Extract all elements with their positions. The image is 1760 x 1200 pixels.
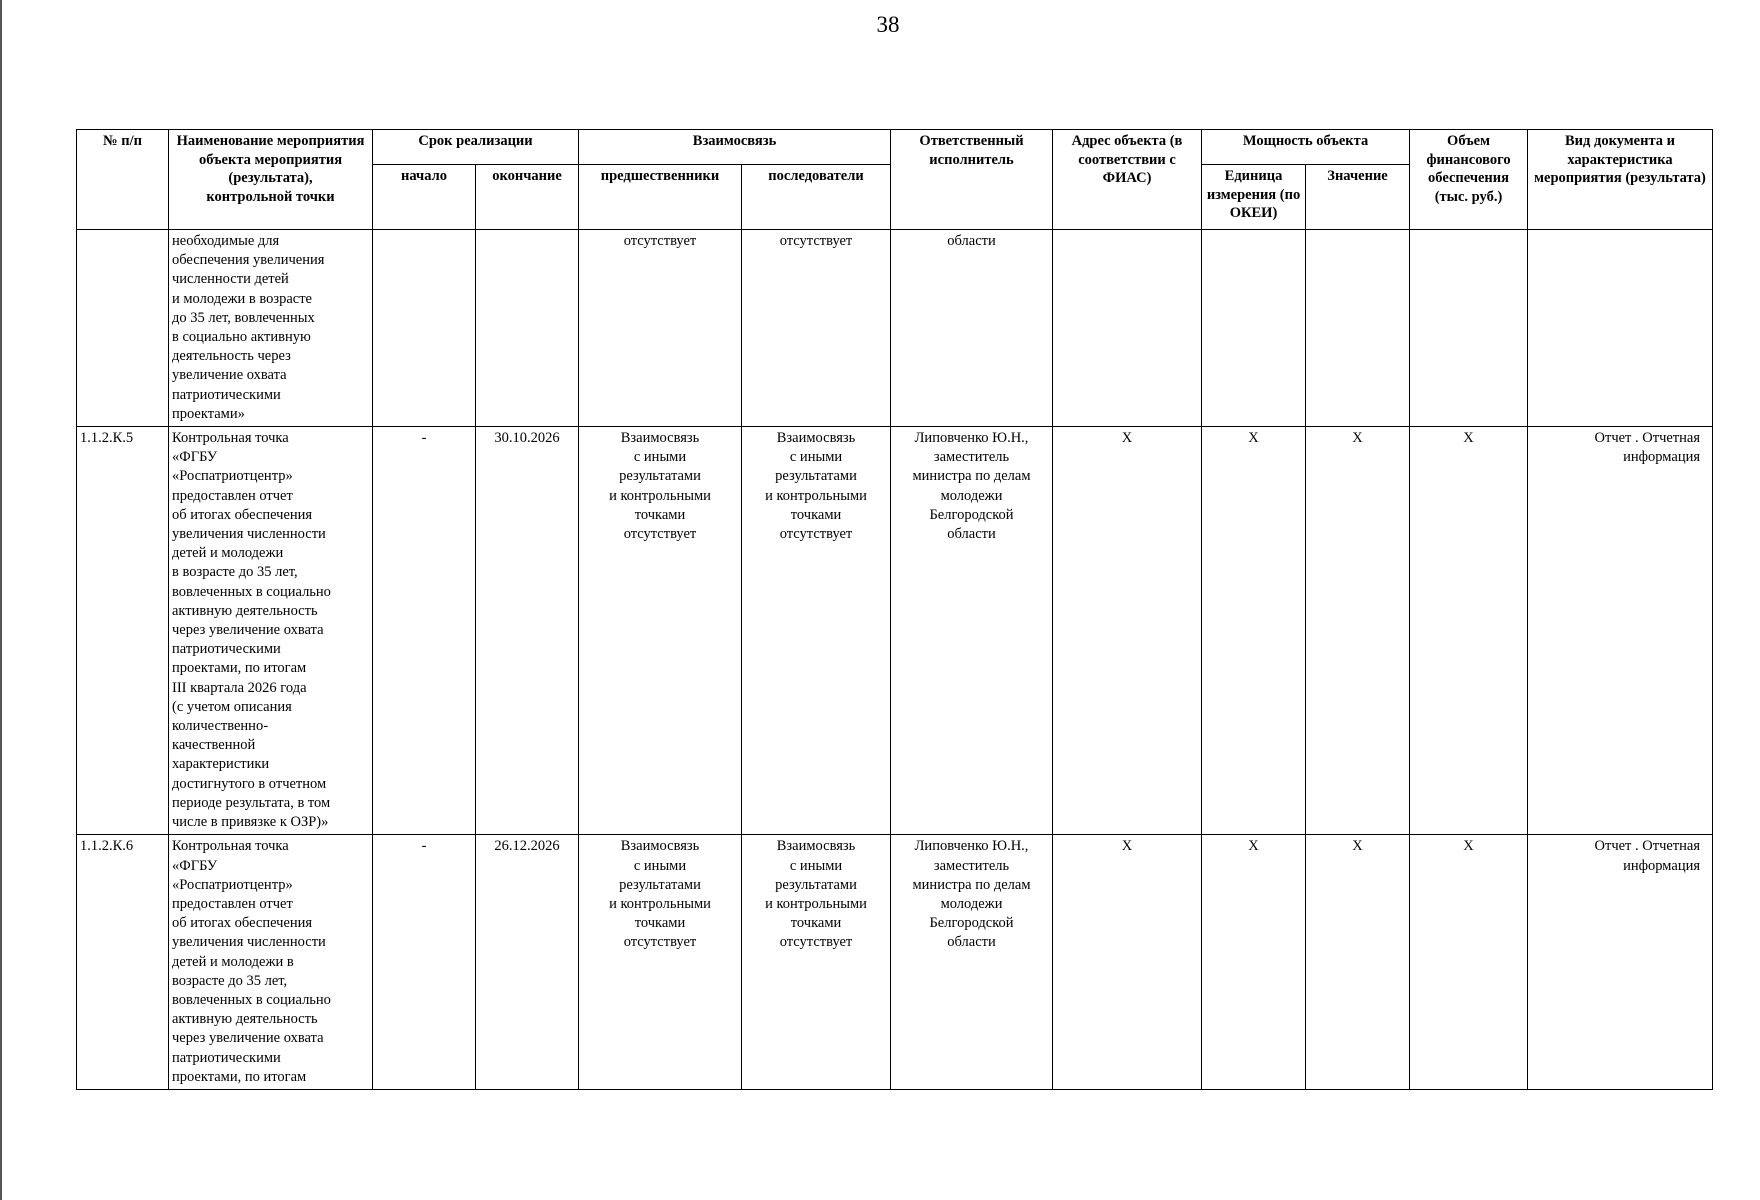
cell-address: X: [1053, 427, 1202, 835]
header-term-end: окончание: [476, 165, 579, 230]
cell-unit: [1202, 230, 1306, 427]
cell-end: 30.10.2026: [476, 427, 579, 835]
cell-document: Отчет . Отчетная информация: [1528, 427, 1713, 835]
table-row: [77, 230, 1713, 427]
cell-name: Контрольная точка «ФГБУ «Роспатриотцентр» предоставлен отчет об итогах обеспечения увеличения численности детей и молодежи в возрасте до 35 лет, вовлеченных в социально активную деятельность через увеличение охвата патриотическими проектами, по итогам III квартала 2026 года (с учетом описания количественно- качественной характеристики достигнутого в отчетном периоде результата, в том числе в привязке к ОЗР)»: [169, 427, 373, 835]
header-link-prev: предшественники: [579, 165, 742, 230]
cell-value: [1306, 230, 1410, 427]
page-number: 38: [876, 12, 900, 37]
header-responsible: Ответственный исполнитель: [891, 130, 1053, 230]
header-address: Адрес объекта (в соответствии с ФИАС): [1053, 130, 1202, 230]
plan-table: [76, 129, 1713, 1090]
cell-responsible: области: [891, 230, 1053, 427]
cell-document: [1528, 230, 1713, 427]
cell-unit: X: [1202, 427, 1306, 835]
cell-unit: X: [1202, 835, 1306, 1090]
cell-address: [1053, 230, 1202, 427]
cell-next: отсутствует: [742, 230, 891, 427]
header-document: Вид документа и характеристика мероприятия (результата): [1528, 130, 1713, 230]
cell-finance: [1410, 230, 1528, 427]
cell-finance: X: [1410, 835, 1528, 1090]
cell-end: [476, 230, 579, 427]
table-row: [77, 835, 1713, 1090]
header-term: Срок реализации: [373, 130, 579, 165]
cell-prev: Взаимосвязь с иными результатами и контрольными точками отсутствует: [579, 427, 742, 835]
header-link: Взаимосвязь: [579, 130, 891, 165]
header-term-start: начало: [373, 165, 476, 230]
header-finance: Объем финансового обеспечения (тыс. руб.): [1410, 130, 1528, 230]
cell-prev: Взаимосвязь с иными результатами и контрольными точками отсутствует: [579, 835, 742, 1090]
cell-next: Взаимосвязь с иными результатами и контрольными точками отсутствует: [742, 835, 891, 1090]
cell-responsible: Липовченко Ю.Н., заместитель министра по делам молодежи Белгородской области: [891, 835, 1053, 1090]
cell-value: X: [1306, 427, 1410, 835]
cell-next: Взаимосвязь с иными результатами и контрольными точками отсутствует: [742, 427, 891, 835]
header-power-value: Значение: [1306, 165, 1410, 230]
table-row: [77, 427, 1713, 835]
header-power-unit: Единица измерения (по ОКЕИ): [1202, 165, 1306, 230]
header-name: Наименование мероприятия объекта мероприятия (результата), контрольной точки: [169, 130, 373, 230]
header-power: Мощность объекта: [1202, 130, 1410, 165]
cell-prev: отсутствует: [579, 230, 742, 427]
cell-value: X: [1306, 835, 1410, 1090]
cell-finance: X: [1410, 427, 1528, 835]
cell-start: -: [373, 427, 476, 835]
cell-start: [373, 230, 476, 427]
table-header-row: [77, 130, 1713, 165]
cell-start: -: [373, 835, 476, 1090]
cell-name: необходимые для обеспечения увеличения численности детей и молодежи в возрасте до 35 лет, вовлеченных в социально активную деятельность через увеличение охвата патриотическими проектами»: [169, 230, 373, 427]
cell-responsible: Липовченко Ю.Н., заместитель министра по делам молодежи Белгородской области: [891, 427, 1053, 835]
cell-num: [77, 230, 169, 427]
cell-end: 26.12.2026: [476, 835, 579, 1090]
cell-num: 1.1.2.К.6: [77, 835, 169, 1090]
header-link-next: последователи: [742, 165, 891, 230]
cell-address: X: [1053, 835, 1202, 1090]
scan-edge-line: [0, 0, 2, 1200]
cell-name: Контрольная точка «ФГБУ «Роспатриотцентр» предоставлен отчет об итогах обеспечения увеличения численности детей и молодежи в возрасте до 35 лет, вовлеченных в социально активную деятельность через увеличение охвата патриотическими проектами, по итогам: [169, 835, 373, 1090]
cell-document: Отчет . Отчетная информация: [1528, 835, 1713, 1090]
header-num: № п/п: [77, 130, 169, 230]
cell-num: 1.1.2.К.5: [77, 427, 169, 835]
